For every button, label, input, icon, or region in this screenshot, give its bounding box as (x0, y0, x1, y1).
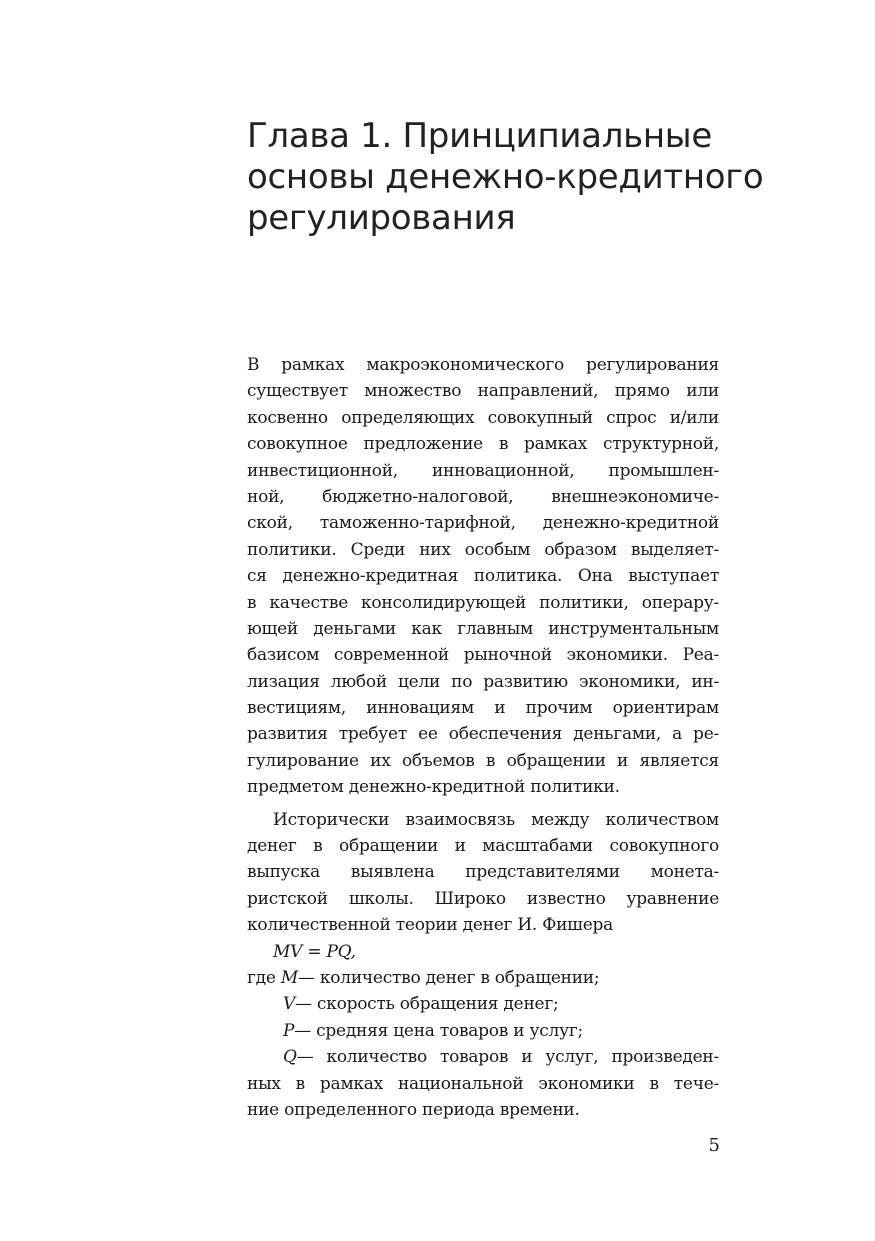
text-line: ся денежно-кредитная политика. Она выступает (247, 566, 719, 587)
text-line: предметом денежно-кредитной политики. (247, 777, 620, 798)
paragraph-1 (247, 352, 719, 801)
chapter-title-line-3: регулирования (247, 198, 516, 238)
text-line: политики. Среди них особым образом выделяет- (247, 539, 719, 560)
text-line: денег в обращении и масштабами совокупного (247, 836, 719, 857)
text-line: ской, таможенно-тарифной, денежно-кредитной (247, 513, 719, 534)
text-line: развития требует ее обеспечения деньгами, а ре- (247, 724, 719, 745)
text-line: ной, бюджетно-налоговой, внешнеэкономиче- (247, 486, 719, 507)
paragraph-2 (247, 807, 719, 939)
equation (247, 939, 719, 965)
text-line: существует множество направлений, прямо или (247, 381, 719, 402)
text-line: базисом современной рыночной экономики. Реа- (247, 645, 719, 666)
text-line: В рамках макроэкономического регулирования (247, 355, 719, 375)
variable-q: Q (283, 1047, 297, 1068)
text-line: в качестве консолидирующей политики, операру- (247, 592, 719, 613)
text-line: инвестиционной, инновационной, промышлен- (247, 460, 719, 481)
definition-p: P— средняя цена товаров и услуг; (283, 1020, 583, 1041)
page-number: 5 (708, 1135, 720, 1156)
text-line: Исторически взаимосвязь между количеством (273, 809, 719, 830)
text-line: вестициям, инновациям и прочим ориентирам (247, 698, 719, 719)
chapter-title-line-1: Глава 1. Принципиальные (247, 116, 712, 156)
text-line: количественной теории денег И. Фишера (247, 915, 614, 936)
text-line: ющей деньгами как главным инструментальным (247, 618, 719, 639)
text-line: выпуска выявлена представителями монета- (247, 862, 719, 883)
definition-m: где M— количество денег в обращении; (247, 967, 600, 988)
variable-p: P (283, 1020, 295, 1041)
variable-m: M (280, 967, 299, 988)
equation-text: MV = PQ, (273, 941, 356, 962)
text-line: ных в рамках национальной экономики в тече- (247, 1073, 719, 1094)
text-line: ние определенного периода времени. (247, 1099, 580, 1120)
text-line: гулирование их объемов в обращении и является (247, 750, 719, 771)
text-line: ристской школы. Широко известно уравнение (247, 888, 719, 909)
definition-q: Q— количество товаров и услуг, произведен- (283, 1047, 719, 1068)
chapter-title (247, 116, 767, 239)
definition-v: V— скорость обращения денег; (283, 994, 559, 1015)
body-text (247, 352, 719, 1123)
definitions (247, 965, 719, 1123)
text-line: косвенно определяющих совокупный спрос и/или (247, 407, 719, 428)
text-line: лизация любой цели по развитию экономики, ин- (247, 671, 719, 692)
variable-v: V (283, 994, 296, 1015)
chapter-title-line-2: основы денежно-кредитного (247, 157, 764, 197)
text-line: совокупное предложение в рамках структурной, (247, 434, 719, 455)
